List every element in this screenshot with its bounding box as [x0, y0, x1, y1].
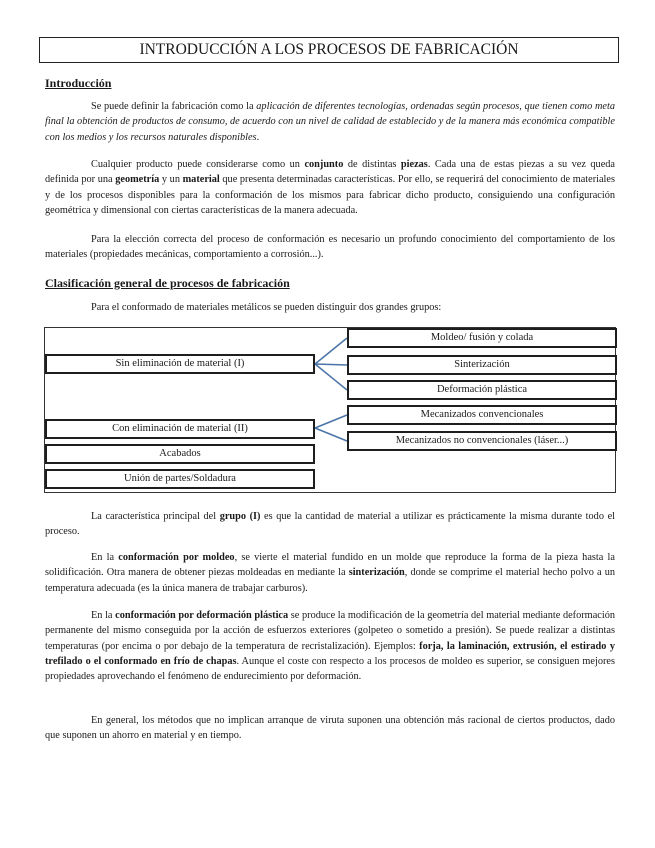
- paragraph-conclusion: En general, los métodos que no implican arranque de viruta suponen una obtención más racional de ciertos productos, dado que suponen un ahorro en material y en tiempo.: [45, 715, 615, 742]
- connector-deformacion: [315, 364, 347, 390]
- box-acabados: Acabados: [45, 444, 315, 464]
- paragraph-moldeo: En la conformación por moldeo, se vierte el material fundido en un molde que reproduce la forma de la pieza hasta la solidificación. Otra manera de obtener piezas moldeadas en mediante la sinterización, donde se comprime el material hecho polvo a un temperatura adecuada (es la única manera de trabajar carburos).: [45, 552, 615, 594]
- connector-sinterizacion: [315, 364, 347, 365]
- box-group-1: Sin eliminación de material (I): [45, 354, 315, 374]
- paragraph-product: Cualquier producto puede considerarse como un conjunto de distintas piezas. Cada una de estas piezas a su vez queda definida por una geometría y un material que presenta determinadas características. Por ello, se requerirá del conocimiento de materiales y de los procesos disponibles para la conformación de los mismos para fabricar dicho producto, consiguiendo una configuración geométrica y dimensional con ciertas características de la manera adecuada.: [45, 159, 615, 216]
- connector-mec-conv: [315, 415, 347, 428]
- page-title: INTRODUCCIÓN A LOS PROCESOS DE FABRICACIÓN: [39, 37, 619, 63]
- box-moldeo: Moldeo/ fusión y colada: [347, 328, 617, 348]
- connector-moldeo: [315, 338, 347, 364]
- paragraph-group-1: La característica principal del grupo (I) es que la cantidad de material a utilizar es prácticamente la misma durante todo el proceso.: [45, 511, 615, 538]
- paragraph-definition: Se puede definir la fabricación como la aplicación de diferentes tecnologías, ordenadas según procesos, que tienen como meta final la obtención de productos de consumo, de acuerdo con un nivel de calidad de establecido y de la manera más económica compatible con los medios y los recursos naturales disponibles.: [45, 101, 615, 143]
- box-union-partes: Unión de partes/Soldadura: [45, 469, 315, 489]
- box-mecanizados-no-convencionales: Mecanizados no convencionales (láser...): [347, 431, 617, 451]
- paragraph-selection: Para la elección correcta del proceso de conformación es necesario un profundo conocimiento del comportamiento de los materiales (propiedades mecánicas, comportamiento a corrosión...).: [45, 234, 615, 261]
- classification-diagram: [44, 327, 616, 493]
- box-group-2: Con eliminación de material (II): [45, 419, 315, 439]
- connector-mec-no-conv: [315, 428, 347, 441]
- paragraph-deformacion: En la conformación por deformación plástica se produce la modificación de la geometría del material mediante deformación permanente del mismo conseguida por la acción de esfuerzos exteriores (golpeteo o sometido a presión). Se puede realizar a distintas temperaturas (por encima o por debajo de la temperatura de recristalización). Ejemplos: forja, la laminación, extrusión, el estirado y trefilado o el conformado en frío de chapas. Aunque el coste con respecto a los procesos de moldeo es superior, se consiguen mejores propiedades aprovechando el fenómeno de endurecimiento por deformación.: [45, 610, 615, 683]
- box-sinterizacion: Sinterización: [347, 355, 617, 375]
- box-mecanizados-convencionales: Mecanizados convencionales: [347, 405, 617, 425]
- paragraph-groups-intro: Para el conformado de materiales metálicos se pueden distinguir dos grandes grupos:: [91, 302, 442, 313]
- section-heading-introduccion: Introducción: [45, 76, 112, 90]
- box-deformacion: Deformación plástica: [347, 380, 617, 400]
- section-heading-clasificacion: Clasificación general de procesos de fabricación: [45, 276, 290, 290]
